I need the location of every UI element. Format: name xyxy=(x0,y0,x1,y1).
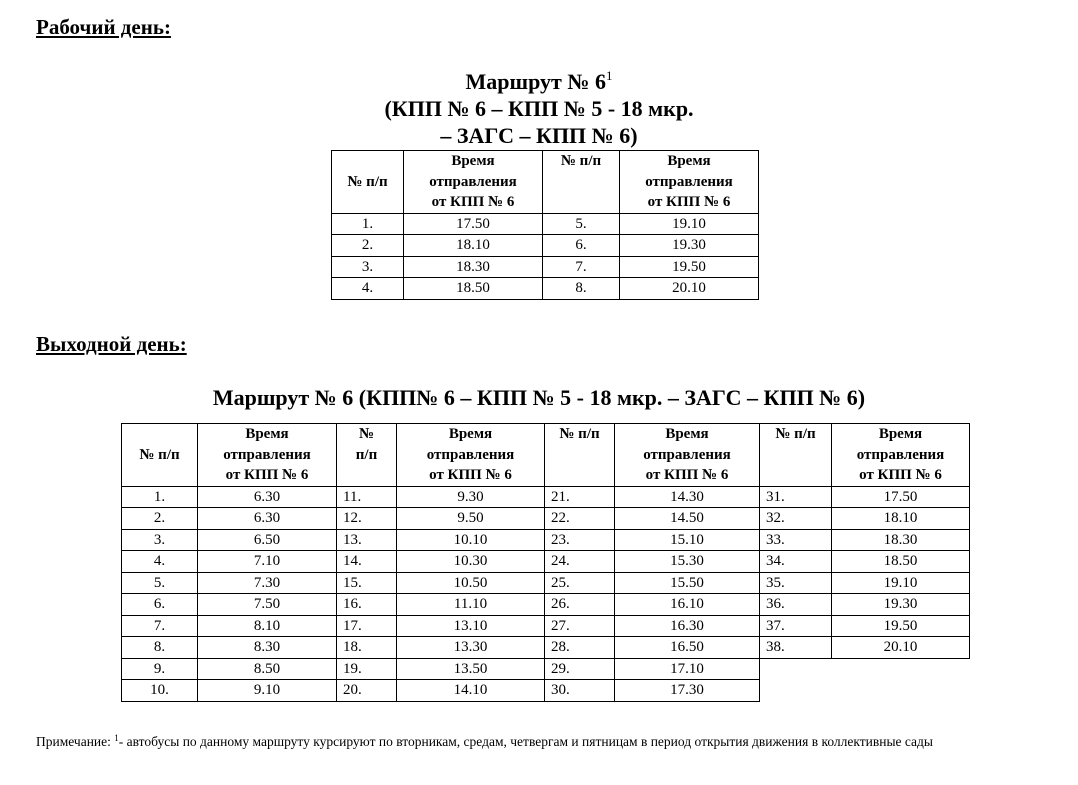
table-row xyxy=(122,658,970,680)
row-number: 23. xyxy=(545,529,615,551)
row-number: 25. xyxy=(545,572,615,594)
row-number: 6. xyxy=(122,594,198,616)
footnote xyxy=(36,733,1056,751)
row-number: 36. xyxy=(760,594,832,616)
departure-time: 13.50 xyxy=(397,658,545,680)
departure-time: 9.50 xyxy=(397,508,545,530)
row-number: 33. xyxy=(760,529,832,551)
departure-time: 19.10 xyxy=(620,213,759,235)
row-number: 9. xyxy=(122,658,198,680)
row-number: 4. xyxy=(122,551,198,573)
departure-time: 10.10 xyxy=(397,529,545,551)
departure-time: 17.50 xyxy=(404,213,543,235)
empty-cell xyxy=(832,680,970,702)
row-number: 11. xyxy=(337,486,397,508)
weekday-heading: Рабочий день: xyxy=(36,15,171,39)
table-row xyxy=(122,594,970,616)
departure-time: 14.30 xyxy=(615,486,760,508)
row-number: 34. xyxy=(760,551,832,573)
header-num: № п/п xyxy=(337,424,397,487)
table-row xyxy=(122,551,970,573)
weekday-title-line3: – ЗАГС – КПП № 6) xyxy=(440,123,638,148)
row-number: 15. xyxy=(337,572,397,594)
empty-cell xyxy=(760,680,832,702)
row-number: 16. xyxy=(337,594,397,616)
departure-time: 18.50 xyxy=(832,551,970,573)
row-number: 7. xyxy=(543,256,620,278)
departure-time: 19.10 xyxy=(832,572,970,594)
departure-time: 11.10 xyxy=(397,594,545,616)
departure-time: 19.50 xyxy=(620,256,759,278)
departure-time: 16.30 xyxy=(615,615,760,637)
row-number: 31. xyxy=(760,486,832,508)
departure-time: 18.30 xyxy=(404,256,543,278)
table-row xyxy=(122,615,970,637)
row-number: 1. xyxy=(332,213,404,235)
departure-time: 19.50 xyxy=(832,615,970,637)
departure-time: 6.50 xyxy=(198,529,337,551)
weekday-route-title xyxy=(0,68,1078,149)
departure-time: 14.10 xyxy=(397,680,545,702)
departure-time: 8.30 xyxy=(198,637,337,659)
departure-time: 8.50 xyxy=(198,658,337,680)
footnote-marker: 1 xyxy=(605,68,613,83)
departure-time: 7.30 xyxy=(198,572,337,594)
header-time: Время отправления от КПП № 6 xyxy=(397,424,545,487)
departure-time: 19.30 xyxy=(620,235,759,257)
table-row xyxy=(122,637,970,659)
departure-time: 13.10 xyxy=(397,615,545,637)
table-header-row xyxy=(122,424,970,487)
departure-time: 10.50 xyxy=(397,572,545,594)
row-number: 3. xyxy=(122,529,198,551)
weekend-heading: Выходной день: xyxy=(36,332,187,356)
departure-time: 18.10 xyxy=(404,235,543,257)
row-number: 14. xyxy=(337,551,397,573)
table-row xyxy=(122,529,970,551)
departure-time: 15.50 xyxy=(615,572,760,594)
footnote-label: Примечание: xyxy=(36,734,111,749)
row-number: 35. xyxy=(760,572,832,594)
table-row xyxy=(122,680,970,702)
row-number: 8. xyxy=(543,278,620,300)
row-number: 19. xyxy=(337,658,397,680)
row-number: 7. xyxy=(122,615,198,637)
row-number: 20. xyxy=(337,680,397,702)
departure-time: 9.30 xyxy=(397,486,545,508)
row-number: 32. xyxy=(760,508,832,530)
departure-time: 17.50 xyxy=(832,486,970,508)
row-number: 28. xyxy=(545,637,615,659)
header-time: Время отправления от КПП № 6 xyxy=(615,424,760,487)
weekday-schedule-table xyxy=(331,150,759,300)
departure-time: 20.10 xyxy=(620,278,759,300)
row-number: 10. xyxy=(122,680,198,702)
row-number: 21. xyxy=(545,486,615,508)
row-number: 5. xyxy=(543,213,620,235)
table-row xyxy=(332,278,759,300)
row-number: 26. xyxy=(545,594,615,616)
departure-time: 15.10 xyxy=(615,529,760,551)
row-number: 5. xyxy=(122,572,198,594)
table-row xyxy=(122,508,970,530)
header-num: № п/п xyxy=(545,424,615,487)
row-number: 3. xyxy=(332,256,404,278)
departure-time: 6.30 xyxy=(198,486,337,508)
table-row xyxy=(122,486,970,508)
row-number: 24. xyxy=(545,551,615,573)
weekday-title-line2: (КПП № 6 – КПП № 5 - 18 мкр. xyxy=(384,96,694,121)
departure-time: 9.10 xyxy=(198,680,337,702)
row-number: 22. xyxy=(545,508,615,530)
row-number: 30. xyxy=(545,680,615,702)
departure-time: 18.30 xyxy=(832,529,970,551)
table-row xyxy=(332,235,759,257)
departure-time: 19.30 xyxy=(832,594,970,616)
header-num: № п/п xyxy=(332,151,404,214)
departure-time: 17.10 xyxy=(615,658,760,680)
departure-time: 7.10 xyxy=(198,551,337,573)
footnote-marker: 1 xyxy=(114,733,119,743)
departure-time: 7.50 xyxy=(198,594,337,616)
table-row xyxy=(332,213,759,235)
row-number: 1. xyxy=(122,486,198,508)
empty-cell xyxy=(760,658,832,680)
departure-time: 6.30 xyxy=(198,508,337,530)
empty-cell xyxy=(832,658,970,680)
row-number: 13. xyxy=(337,529,397,551)
row-number: 17. xyxy=(337,615,397,637)
weekend-schedule-table xyxy=(121,423,970,702)
table-row xyxy=(122,572,970,594)
row-number: 12. xyxy=(337,508,397,530)
footnote-text: - автобусы по данному маршруту курсируют по вторникам, средам, четвергам и пятницам в период открытия движения в коллективные сады xyxy=(118,734,933,749)
departure-time: 14.50 xyxy=(615,508,760,530)
header-time: Время отправления от КПП № 6 xyxy=(832,424,970,487)
header-time: Время отправления от КПП № 6 xyxy=(404,151,543,214)
row-number: 38. xyxy=(760,637,832,659)
departure-time: 16.10 xyxy=(615,594,760,616)
departure-time: 16.50 xyxy=(615,637,760,659)
header-time: Время отправления от КПП № 6 xyxy=(198,424,337,487)
header-num: № п/п xyxy=(760,424,832,487)
departure-time: 15.30 xyxy=(615,551,760,573)
weekday-title-line1: Маршрут № 6 xyxy=(465,69,606,94)
row-number: 2. xyxy=(122,508,198,530)
table-header-row xyxy=(332,151,759,214)
departure-time: 10.30 xyxy=(397,551,545,573)
row-number: 18. xyxy=(337,637,397,659)
departure-time: 8.10 xyxy=(198,615,337,637)
row-number: 8. xyxy=(122,637,198,659)
table-row xyxy=(332,256,759,278)
departure-time: 17.30 xyxy=(615,680,760,702)
row-number: 29. xyxy=(545,658,615,680)
row-number: 4. xyxy=(332,278,404,300)
row-number: 2. xyxy=(332,235,404,257)
row-number: 27. xyxy=(545,615,615,637)
departure-time: 20.10 xyxy=(832,637,970,659)
departure-time: 18.50 xyxy=(404,278,543,300)
header-num: № п/п xyxy=(543,151,620,214)
row-number: 37. xyxy=(760,615,832,637)
header-time: Время отправления от КПП № 6 xyxy=(620,151,759,214)
departure-time: 13.30 xyxy=(397,637,545,659)
departure-time: 18.10 xyxy=(832,508,970,530)
header-num: № п/п xyxy=(122,424,198,487)
weekend-route-title: Маршрут № 6 (КПП№ 6 – КПП № 5 - 18 мкр. – ЗАГС – КПП № 6) xyxy=(212,385,866,410)
row-number: 6. xyxy=(543,235,620,257)
